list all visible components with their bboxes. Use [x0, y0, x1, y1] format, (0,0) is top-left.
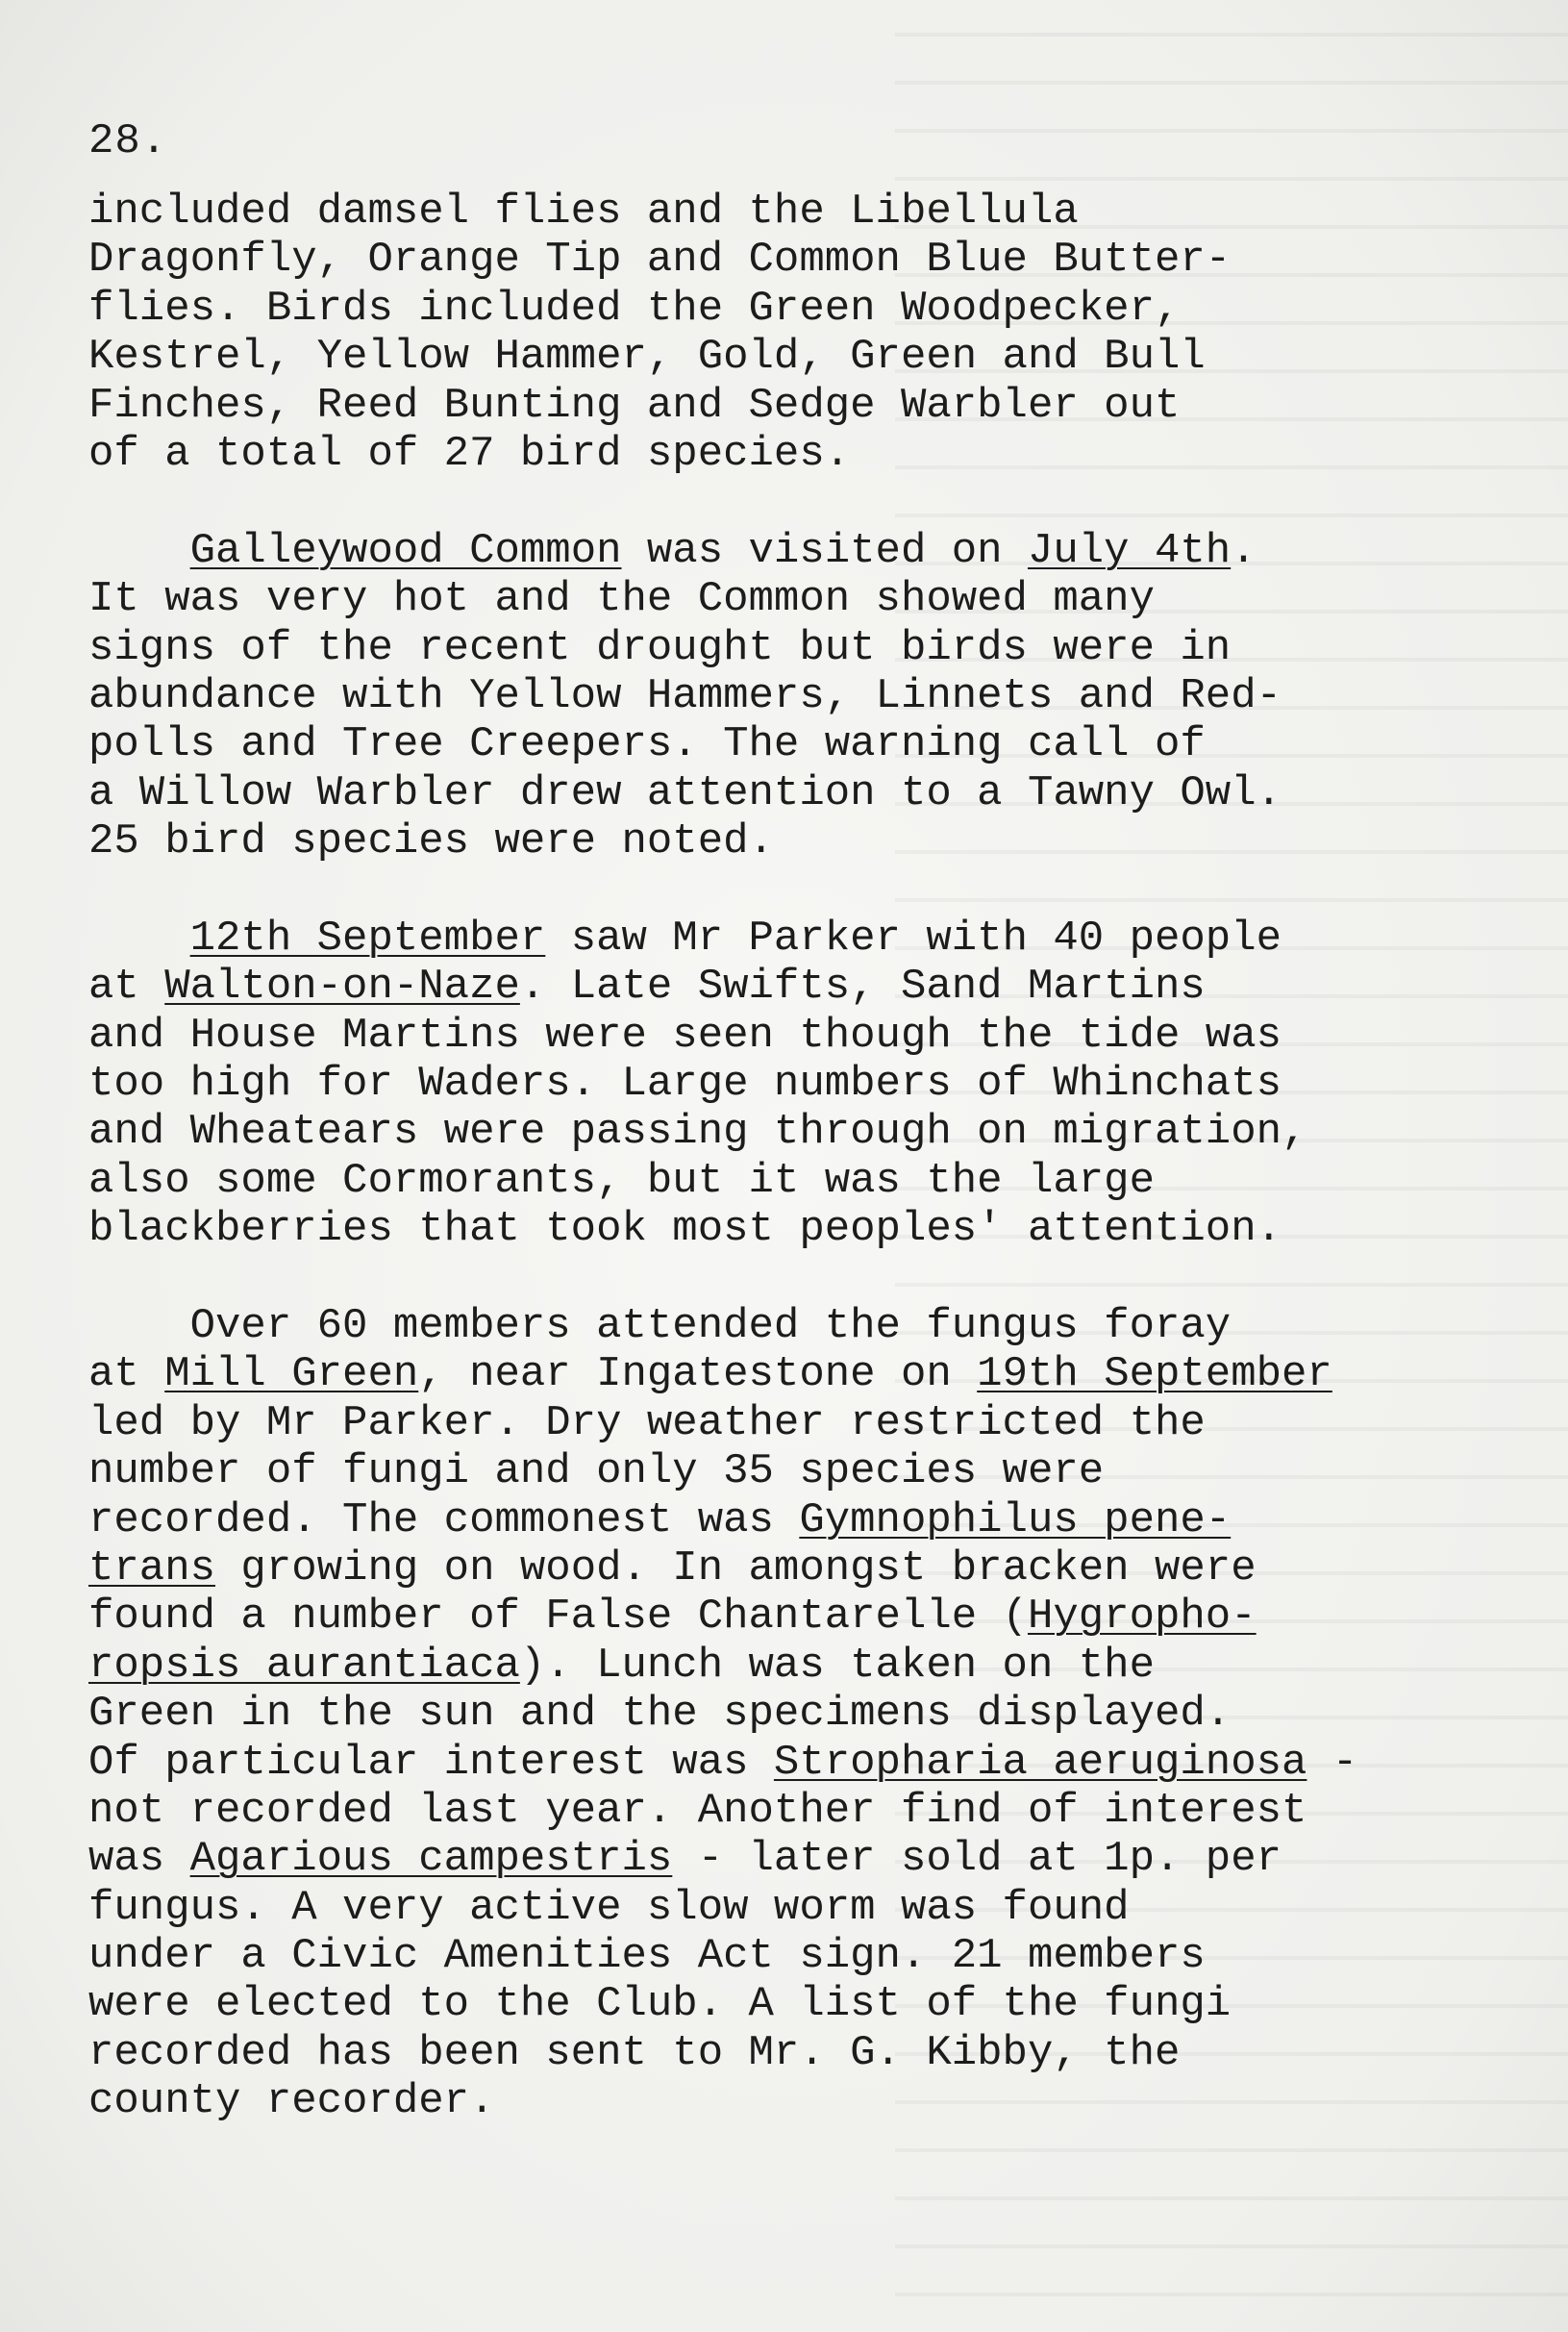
underlined-term: ropsis aurantiaca: [88, 1641, 520, 1690]
text-segment: - later sold at 1p. per: [672, 1835, 1282, 1884]
paragraph-gap: [88, 865, 1531, 914]
text-line: [88, 188, 1531, 236]
underlined-term: 12th September: [189, 914, 546, 963]
text-segment: led by Mr Parker. Dry weather restricted the: [88, 1398, 1206, 1447]
text-segment: It was very hot and the Common showed many: [88, 575, 1155, 624]
text-line: [88, 1642, 1531, 1690]
text-segment: a Willow Warbler drew attention to a Tawny Owl.: [88, 768, 1282, 817]
underlined-term: Gymnophilus pene-: [799, 1495, 1232, 1544]
text-segment: growing on wood. In amongst bracken were: [215, 1543, 1257, 1592]
text-segment: signs of the recent drought but birds were in: [88, 623, 1232, 672]
text-segment: abundance with Yellow Hammers, Linnets and Red-: [88, 671, 1282, 720]
text-segment: county recorder.: [88, 2077, 495, 2126]
text-line: [88, 2077, 1531, 2125]
text-line: [88, 1157, 1531, 1205]
underlined-term: Agarious campestris: [189, 1835, 673, 1884]
text-segment: saw Mr Parker with 40 people: [545, 914, 1282, 963]
body-text: [88, 188, 1531, 2126]
text-segment: at: [88, 1350, 165, 1399]
underlined-term: trans: [88, 1543, 216, 1592]
text-line: [88, 333, 1531, 381]
text-segment: Finches, Reed Bunting and Sedge Warbler out: [88, 381, 1181, 430]
text-line: [88, 1399, 1531, 1447]
text-segment: Over 60 members attended the fungus foray: [88, 1301, 1232, 1350]
text-line: [88, 817, 1531, 865]
text-line: [88, 1108, 1531, 1156]
text-line: [88, 1787, 1531, 1835]
text-line: [88, 1060, 1531, 1108]
text-segment: flies. Birds included the Green Woodpecker,: [88, 284, 1181, 333]
underlined-term: Stropharia aeruginosa: [773, 1738, 1307, 1787]
paragraph-gap: [88, 1254, 1531, 1302]
text-line: [88, 527, 1531, 575]
text-segment: were elected to the Club. A list of the fungi: [88, 1980, 1232, 2029]
text-line: [88, 1012, 1531, 1060]
text-line: [88, 1544, 1531, 1592]
text-segment: Green in the sun and the specimens displayed.: [88, 1690, 1232, 1739]
text-line: [88, 769, 1531, 817]
text-line: [88, 915, 1531, 963]
text-line: [88, 672, 1531, 720]
text-segment: was visited on: [621, 526, 1028, 575]
text-segment: polls and Tree Creepers. The warning call of: [88, 720, 1206, 769]
paragraph-gap: [88, 478, 1531, 526]
text-line: [88, 1302, 1531, 1350]
page-number: 28.: [88, 117, 168, 165]
text-segment: not recorded last year. Another find of interest: [88, 1786, 1307, 1835]
text-line: [88, 720, 1531, 768]
text-segment: of a total of 27 bird species.: [88, 429, 851, 478]
text-segment: was: [88, 1835, 190, 1884]
text-segment: .: [1231, 526, 1257, 575]
underlined-term: Walton-on-Naze: [164, 963, 520, 1012]
text-segment: blackberries that took most peoples' attention.: [88, 1205, 1282, 1254]
text-line: [88, 1932, 1531, 1980]
text-line: [88, 1980, 1531, 2028]
text-line: [88, 1496, 1531, 1544]
text-line: [88, 1447, 1531, 1495]
text-segment: Of particular interest was: [88, 1738, 774, 1787]
underlined-term: July 4th: [1027, 526, 1232, 575]
text-line: [88, 1884, 1531, 1932]
text-segment: Kestrel, Yellow Hammer, Gold, Green and Bull: [88, 333, 1206, 382]
text-segment: Dragonfly, Orange Tip and Common Blue Butter-: [88, 236, 1232, 285]
text-segment: recorded. The commonest was: [88, 1495, 800, 1544]
text-line: [88, 1690, 1531, 1738]
underlined-term: 19th September: [977, 1350, 1332, 1399]
text-segment: number of fungi and only 35 species were: [88, 1447, 1105, 1496]
underlined-term: Galleywood Common: [189, 526, 622, 575]
text-segment: ). Lunch was taken on the: [519, 1641, 1155, 1690]
text-line: [88, 1835, 1531, 1883]
text-line: [88, 382, 1531, 430]
text-segment: too high for Waders. Large numbers of Whinchats: [88, 1060, 1282, 1109]
text-line: [88, 2029, 1531, 2077]
text-line: [88, 285, 1531, 333]
text-line: [88, 963, 1531, 1011]
text-line: [88, 1350, 1531, 1398]
text-segment: fungus. A very active slow worm was found: [88, 1883, 1130, 1932]
text-segment: , near Ingatestone on: [418, 1350, 978, 1399]
text-line: [88, 1739, 1531, 1787]
text-segment: [88, 915, 190, 963]
underlined-term: Hygropho-: [1027, 1592, 1257, 1642]
text-line: [88, 1592, 1531, 1641]
text-segment: included damsel flies and the Libellula: [88, 188, 1079, 236]
text-line: [88, 575, 1531, 623]
text-segment: also some Cormorants, but it was the large: [88, 1156, 1155, 1205]
underlined-term: Mill Green: [164, 1350, 419, 1399]
text-segment: [88, 527, 190, 575]
text-segment: found a number of False Chantarelle (: [88, 1592, 1028, 1642]
text-line: [88, 624, 1531, 672]
text-segment: -: [1307, 1738, 1358, 1787]
text-segment: and House Martins were seen though the tide was: [88, 1011, 1282, 1060]
text-line: [88, 236, 1531, 284]
text-segment: 25 bird species were noted.: [88, 817, 774, 866]
text-segment: under a Civic Amenities Act sign. 21 members: [88, 1932, 1206, 1981]
text-segment: at: [88, 963, 165, 1012]
text-segment: and Wheatears were passing through on migration,: [88, 1108, 1307, 1157]
text-line: [88, 430, 1531, 478]
text-line: [88, 1205, 1531, 1253]
text-segment: . Late Swifts, Sand Martins: [519, 963, 1206, 1012]
text-segment: recorded has been sent to Mr. G. Kibby, the: [88, 2028, 1181, 2077]
